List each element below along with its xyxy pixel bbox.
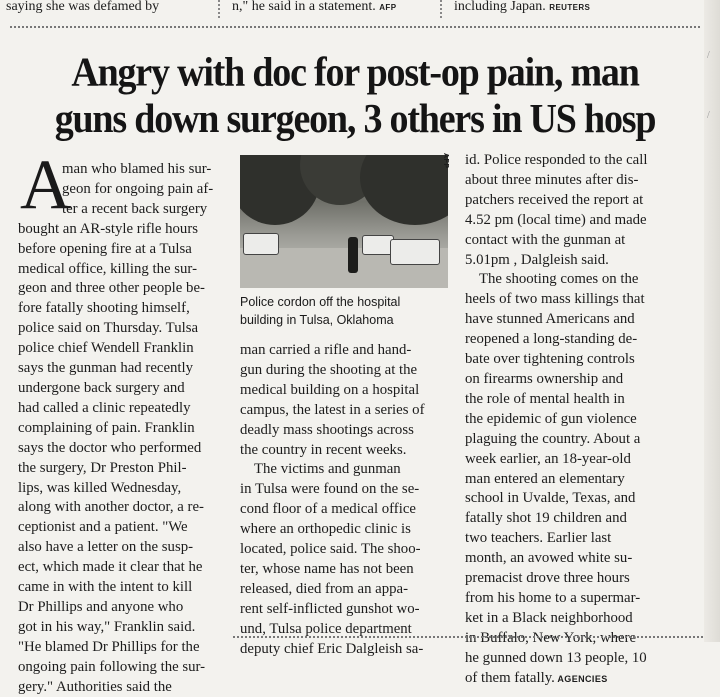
article-line: on firearms ownership and xyxy=(465,370,624,387)
article-line: 4.52 pm (local time) and made xyxy=(465,211,647,228)
article-line: the country in recent weeks. xyxy=(240,441,407,458)
article-line: where an orthopedic clinic is xyxy=(240,521,411,538)
previous-stories-strip xyxy=(0,0,720,20)
article-line: deputy chief Eric Dalgleish sa- xyxy=(240,640,424,657)
headline-line-2: guns down surgeon, 3 others in US hosp xyxy=(54,96,656,142)
article-line: from his home to a supermar- xyxy=(465,589,641,606)
article-line: two teachers. Earlier last xyxy=(465,530,612,547)
article-line: the epidemic of gun violence xyxy=(465,410,637,427)
article-line: fore fatally shooting himself, xyxy=(18,300,190,317)
article-line: plaguing the country. About a xyxy=(465,430,641,447)
article-line: und, Tulsa police department xyxy=(240,620,412,637)
article-line: came in with the intent to kill xyxy=(18,579,193,596)
article-column-3 xyxy=(465,151,673,689)
article-line: geon and three other people be- xyxy=(18,280,205,297)
caption-line-2: building in Tulsa, Oklahoma xyxy=(240,313,394,327)
article-line: month, an avowed white su- xyxy=(465,550,633,567)
column-divider xyxy=(440,0,442,18)
section-divider xyxy=(233,636,703,638)
article-line: cond floor of a medical office xyxy=(240,501,416,518)
article-line: The shooting comes on the xyxy=(479,271,639,288)
article-line: premacist drove three hours xyxy=(465,570,630,587)
article-line: The victims and gunman xyxy=(254,461,401,478)
article-line: along with another doctor, a re- xyxy=(18,499,204,516)
article-line: medical building on a hospital xyxy=(240,381,420,398)
column-divider xyxy=(218,0,220,18)
article-line: id. Police responded to the call xyxy=(465,152,648,168)
article-line: week earlier, an 18-year-old xyxy=(465,450,631,467)
article-line: complaining of pain. Franklin xyxy=(18,419,195,436)
article-line: Dr Phillips and anyone who xyxy=(18,598,184,615)
drop-cap: A xyxy=(20,146,72,224)
prev-story-col3: including Japan. REUTERS xyxy=(454,0,591,14)
article-line: also have a letter on the susp- xyxy=(18,539,194,556)
article-line: ket in a Black neighborhood xyxy=(465,609,633,626)
article-line: ongoing pain following the sur- xyxy=(18,658,206,675)
article-line: had called a clinic repeatedly xyxy=(18,399,191,416)
article-line: heels of two mass killings that xyxy=(465,291,645,308)
article-line: in Tulsa were found on the se- xyxy=(240,481,420,498)
article-line: bate over tightening controls xyxy=(465,351,635,368)
photo-credit: AFP xyxy=(442,153,449,169)
article-line: in Buffalo, New York, where xyxy=(465,629,637,646)
article-line: about three minutes after dis- xyxy=(465,171,639,188)
news-photo xyxy=(240,155,448,288)
article-line: ceptionist and a patient. "We xyxy=(18,519,188,536)
article-line: school in Uvalde, Texas, and xyxy=(465,490,636,507)
article-line: gery." Authorities said the xyxy=(18,678,172,695)
article-line: located, police said. The shoo- xyxy=(240,541,421,558)
article-line: bought an AR-style rifle hours xyxy=(18,220,199,237)
article-line: says the gunman had recently xyxy=(18,360,194,377)
article-line: police said on Thursday. Tulsa xyxy=(18,320,199,337)
article-line: fatally shot 19 children and xyxy=(465,510,627,527)
photo-caption xyxy=(240,293,450,329)
article-line: the surgery, Dr Preston Phil- xyxy=(18,459,187,476)
article-line: says the doctor who performed xyxy=(18,439,202,456)
article-line: have stunned Americans and xyxy=(465,311,635,328)
headline-line-1: Angry with doc for post-op pain, man xyxy=(71,50,639,96)
article-line: patchers received the report at xyxy=(465,191,644,208)
article-line: rent self-inflicted gunshot wo- xyxy=(240,600,420,617)
article-line: before opening fire at a Tulsa xyxy=(18,240,192,257)
headline xyxy=(10,50,700,143)
article-line: man who blamed his sur- xyxy=(62,161,212,177)
source-label: AFP xyxy=(379,3,397,12)
caption-line-1: Police cordon off the hospital xyxy=(240,295,401,309)
article-line: gun during the shooting at the xyxy=(240,361,418,378)
article-line: reopened a long-standing de- xyxy=(465,331,638,348)
article-line: released, died from an appa- xyxy=(240,580,409,597)
article-line: he gunned down 13 people, 10 xyxy=(465,649,647,666)
article-column-1 xyxy=(18,160,224,697)
article-line: ter a recent back surgery xyxy=(62,200,208,217)
article-line: contact with the gunman at xyxy=(465,231,626,248)
article-line: got in his way," Franklin said. xyxy=(18,618,196,635)
article-line: undergone back surgery and xyxy=(18,379,185,396)
section-divider xyxy=(10,26,700,28)
article-line: lips, was killed Wednesday, xyxy=(18,479,182,496)
article-line: campus, the latest in a series of xyxy=(240,401,425,418)
article-column-2 xyxy=(240,341,448,660)
article-line: 5.01pm , Dalgleish said. xyxy=(465,251,609,268)
source-label: AGENCIES xyxy=(554,673,608,684)
article-line: man carried a rifle and hand- xyxy=(240,342,412,358)
source-label: REUTERS xyxy=(549,3,591,12)
article-line: man entered an elementary xyxy=(465,470,625,487)
prev-story-col2: n," he said in a statement. AFP xyxy=(232,0,397,14)
page-edge: / / xyxy=(704,0,720,642)
article-line: ter, whose name has not been xyxy=(240,560,414,577)
article-line: "He blamed Dr Phillips for the xyxy=(18,638,200,655)
article-line: the role of mental health in xyxy=(465,390,625,407)
article-line: geon for ongoing pain af- xyxy=(62,180,214,197)
article-line: of them fatally. AGENCIES xyxy=(465,669,608,686)
prev-story-col1: saying she was defamed by xyxy=(6,0,160,14)
article-line: medical office, killing the sur- xyxy=(18,260,197,277)
article-line: deadly mass shootings across xyxy=(240,421,414,438)
article-line: ect, which made it clear that he xyxy=(18,559,203,576)
article-line: police chief Wendell Franklin xyxy=(18,340,194,357)
